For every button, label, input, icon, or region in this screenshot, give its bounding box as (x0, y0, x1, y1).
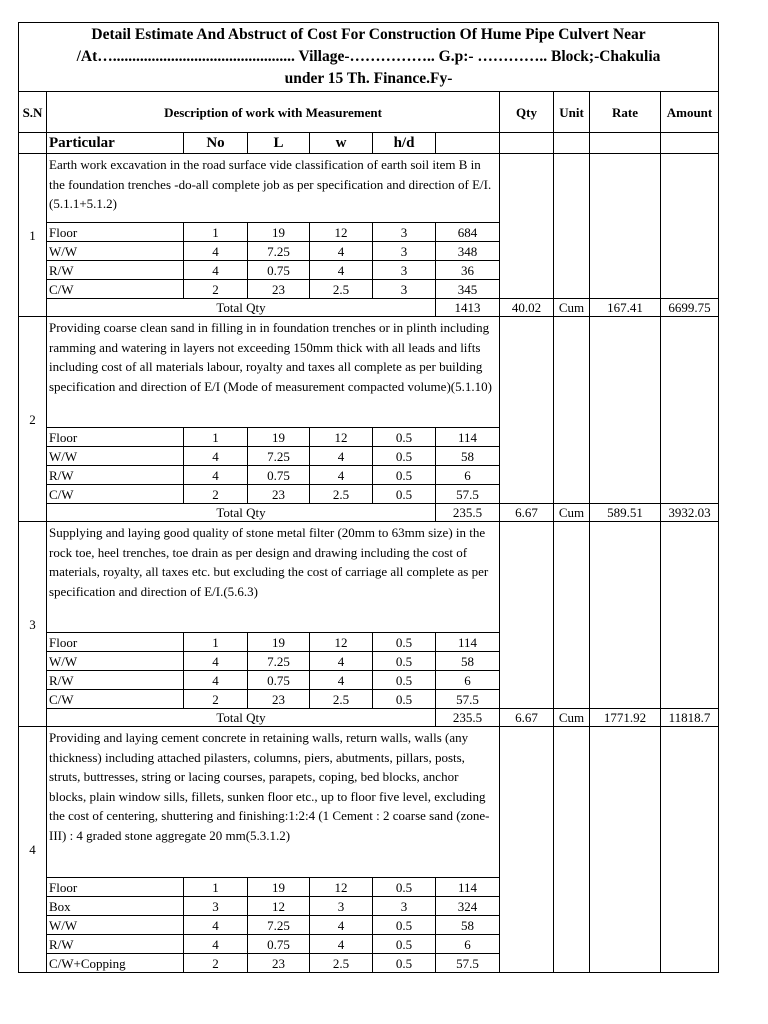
measurement-quantity: 114 (436, 878, 500, 897)
title-line-1: Detail Estimate And Abstruct of Cost For Construction Of Hume Pipe Culvert Near (91, 26, 646, 43)
measurement-quantity: 324 (436, 897, 500, 916)
measurement-quantity: 57.5 (436, 954, 500, 973)
title-line-2: /At…............................................... Village-…………….. G.p:- ………….. Block;-Chakulia (76, 48, 661, 65)
measurement-quantity: 36 (436, 261, 500, 280)
measurement-quantity: 58 (436, 652, 500, 671)
measurement-width: 12 (310, 428, 373, 447)
empty-cell (500, 317, 554, 504)
measurement-particular: R/W (47, 935, 184, 954)
measurement-length: 19 (248, 878, 310, 897)
measurement-length: 7.25 (248, 916, 310, 935)
measurement-width: 4 (310, 652, 373, 671)
measurement-quantity: 348 (436, 242, 500, 261)
total-quantity: 235.5 (436, 504, 500, 522)
empty-cell (661, 727, 719, 973)
measurement-no: 1 (184, 878, 248, 897)
measurement-width: 2.5 (310, 954, 373, 973)
measurement-particular: C/W (47, 280, 184, 299)
measurement-length: 19 (248, 428, 310, 447)
measurement-quantity: 684 (436, 223, 500, 242)
measurement-height-depth: 0.5 (373, 690, 436, 709)
item-description-row (19, 154, 719, 223)
item-rate: 1771.92 (590, 709, 661, 727)
measurement-quantity: 6 (436, 671, 500, 690)
header-particular: Particular (47, 133, 184, 154)
total-label: Total Qty (47, 504, 436, 522)
document-title (19, 23, 719, 92)
item-serial-number: 3 (19, 522, 47, 727)
empty-cell (661, 522, 719, 709)
item-rate: 589.51 (590, 504, 661, 522)
item-description: Providing and laying cement concrete in retaining walls, return walls, walls (any thickness) including attached pilasters, columns, piers, abutments, pillars, posts, struts, buttresses, string or lacing courses, parapets, coping, bed blocks, anchor blocks, plain window sills, fillets, sunken floor etc., up to floor five level, excluding the cost of centering, shuttering and finishing:1:2:4 (1 Cement : 2 coarse sand (zone-III) : 4 graded stone aggregate 20 mm(5.3.1.2) (47, 727, 500, 878)
item-qty: 6.67 (500, 709, 554, 727)
total-row (19, 504, 719, 522)
total-row (19, 709, 719, 727)
header-no: No (184, 133, 248, 154)
measurement-width: 2.5 (310, 485, 373, 504)
measurement-particular: W/W (47, 652, 184, 671)
measurement-quantity: 345 (436, 280, 500, 299)
measurement-length: 19 (248, 223, 310, 242)
measurement-width: 12 (310, 633, 373, 652)
total-row (19, 299, 719, 317)
item-description: Providing coarse clean sand in filling in in foundation trenches or in plinth including ramming and watering in layers not exceeding 150mm thick with all leads and lifts including cost of all materials labour, royalty and taxes all complete as per building specification and direction of E/I (Mode of measurement compacted volume)(5.1.10) (47, 317, 500, 428)
measurement-quantity: 57.5 (436, 690, 500, 709)
measurement-no: 2 (184, 954, 248, 973)
measurement-no: 3 (184, 897, 248, 916)
item-amount: 3932.03 (661, 504, 719, 522)
empty-cell (554, 317, 590, 504)
measurement-no: 4 (184, 261, 248, 280)
empty-cell (500, 133, 554, 154)
measurement-height-depth: 0.5 (373, 916, 436, 935)
measurement-no: 2 (184, 485, 248, 504)
measurement-length: 23 (248, 485, 310, 504)
measurement-no: 4 (184, 935, 248, 954)
item-description-row (19, 727, 719, 878)
item-serial-number: 2 (19, 317, 47, 522)
measurement-width: 4 (310, 261, 373, 280)
measurement-length: 12 (248, 897, 310, 916)
item-serial-number: 4 (19, 727, 47, 973)
header-w: w (310, 133, 373, 154)
measurement-particular: W/W (47, 242, 184, 261)
measurement-length: 23 (248, 954, 310, 973)
measurement-width: 4 (310, 935, 373, 954)
measurement-height-depth: 0.5 (373, 447, 436, 466)
measurement-no: 1 (184, 633, 248, 652)
title-line-3: under 15 Th. Finance.Fy- (284, 70, 453, 87)
measurement-height-depth: 0.5 (373, 954, 436, 973)
measurement-height-depth: 0.5 (373, 428, 436, 447)
measurement-width: 4 (310, 916, 373, 935)
measurement-quantity: 58 (436, 916, 500, 935)
item-qty: 40.02 (500, 299, 554, 317)
empty-cell (436, 133, 500, 154)
measurement-length: 7.25 (248, 447, 310, 466)
empty-cell (590, 522, 661, 709)
measurement-no: 4 (184, 466, 248, 485)
empty-cell (661, 317, 719, 504)
measurement-quantity: 57.5 (436, 485, 500, 504)
empty-cell (554, 522, 590, 709)
total-quantity: 1413 (436, 299, 500, 317)
total-label: Total Qty (47, 299, 436, 317)
measurement-length: 7.25 (248, 652, 310, 671)
item-amount: 6699.75 (661, 299, 719, 317)
measurement-height-depth: 3 (373, 242, 436, 261)
measurement-no: 4 (184, 447, 248, 466)
measurement-width: 12 (310, 223, 373, 242)
header-unit: Unit (554, 92, 590, 133)
empty-cell (590, 727, 661, 973)
measurement-length: 0.75 (248, 261, 310, 280)
total-label: Total Qty (47, 709, 436, 727)
measurement-height-depth: 0.5 (373, 878, 436, 897)
measurement-no: 4 (184, 916, 248, 935)
measurement-width: 4 (310, 447, 373, 466)
measurement-height-depth: 0.5 (373, 671, 436, 690)
empty-cell (661, 154, 719, 299)
measurement-particular: W/W (47, 447, 184, 466)
measurement-width: 4 (310, 242, 373, 261)
measurement-no: 4 (184, 652, 248, 671)
measurement-height-depth: 0.5 (373, 466, 436, 485)
measurement-quantity: 114 (436, 633, 500, 652)
empty-cell (590, 154, 661, 299)
measurement-width: 3 (310, 897, 373, 916)
item-description: Earth work excavation in the road surface vide classification of earth soil item B in the foundation trenches -do-all complete job as per specification and direction of E/I.(5.1.1+5.1.2) (47, 154, 500, 223)
measurement-height-depth: 0.5 (373, 633, 436, 652)
measurement-particular: Box (47, 897, 184, 916)
header-hd: h/d (373, 133, 436, 154)
estimate-table (18, 22, 719, 973)
measurement-particular: R/W (47, 671, 184, 690)
measurement-particular: R/W (47, 466, 184, 485)
measurement-particular: W/W (47, 916, 184, 935)
empty-cell (500, 727, 554, 973)
item-unit: Cum (554, 504, 590, 522)
measurement-length: 7.25 (248, 242, 310, 261)
item-qty: 6.67 (500, 504, 554, 522)
measurement-width: 12 (310, 878, 373, 897)
measurement-height-depth: 3 (373, 261, 436, 280)
measurement-quantity: 6 (436, 466, 500, 485)
measurement-no: 1 (184, 428, 248, 447)
item-serial-number: 1 (19, 154, 47, 317)
measurement-length: 0.75 (248, 466, 310, 485)
measurement-particular: C/W+Copping (47, 954, 184, 973)
measurement-width: 2.5 (310, 690, 373, 709)
estimate-sheet (18, 22, 719, 973)
measurement-quantity: 58 (436, 447, 500, 466)
measurement-length: 19 (248, 633, 310, 652)
header-l: L (248, 133, 310, 154)
header-sn: S.N (19, 92, 47, 133)
empty-cell (500, 522, 554, 709)
particular-header-row (19, 133, 719, 154)
measurement-height-depth: 0.5 (373, 935, 436, 954)
measurement-particular: Floor (47, 878, 184, 897)
header-qty: Qty (500, 92, 554, 133)
header-rate: Rate (590, 92, 661, 133)
measurement-particular: R/W (47, 261, 184, 280)
measurement-height-depth: 3 (373, 280, 436, 299)
measurement-particular: Floor (47, 223, 184, 242)
empty-cell (554, 154, 590, 299)
measurement-height-depth: 3 (373, 223, 436, 242)
item-rate: 167.41 (590, 299, 661, 317)
measurement-particular: Floor (47, 633, 184, 652)
item-description-row (19, 317, 719, 428)
measurement-particular: C/W (47, 485, 184, 504)
measurement-width: 2.5 (310, 280, 373, 299)
empty-cell (19, 133, 47, 154)
measurement-no: 4 (184, 242, 248, 261)
header-amount: Amount (661, 92, 719, 133)
measurement-no: 4 (184, 671, 248, 690)
empty-cell (590, 133, 661, 154)
empty-cell (661, 133, 719, 154)
header-description: Description of work with Measurement (47, 92, 500, 133)
measurement-no: 2 (184, 690, 248, 709)
measurement-particular: Floor (47, 428, 184, 447)
measurement-length: 23 (248, 690, 310, 709)
item-amount: 11818.7 (661, 709, 719, 727)
empty-cell (554, 133, 590, 154)
measurement-height-depth: 3 (373, 897, 436, 916)
measurement-quantity: 114 (436, 428, 500, 447)
measurement-no: 2 (184, 280, 248, 299)
column-header-row (19, 92, 719, 133)
measurement-height-depth: 0.5 (373, 652, 436, 671)
empty-cell (554, 727, 590, 973)
measurement-width: 4 (310, 671, 373, 690)
measurement-particular: C/W (47, 690, 184, 709)
item-description: Supplying and laying good quality of stone metal filter (20mm to 63mm size) in the rock toe, heel trenches, toe drain as per design and drawing including the cost of materials, royalty, all taxes etc. but excluding the cost of carriage all complete as per specification and direction of E/I.(5.6.3) (47, 522, 500, 633)
item-unit: Cum (554, 299, 590, 317)
measurement-no: 1 (184, 223, 248, 242)
item-description-row (19, 522, 719, 633)
measurement-length: 23 (248, 280, 310, 299)
title-row (19, 23, 719, 92)
measurement-length: 0.75 (248, 671, 310, 690)
empty-cell (590, 317, 661, 504)
measurement-length: 0.75 (248, 935, 310, 954)
measurement-width: 4 (310, 466, 373, 485)
measurement-height-depth: 0.5 (373, 485, 436, 504)
measurement-quantity: 6 (436, 935, 500, 954)
total-quantity: 235.5 (436, 709, 500, 727)
item-unit: Cum (554, 709, 590, 727)
empty-cell (500, 154, 554, 299)
